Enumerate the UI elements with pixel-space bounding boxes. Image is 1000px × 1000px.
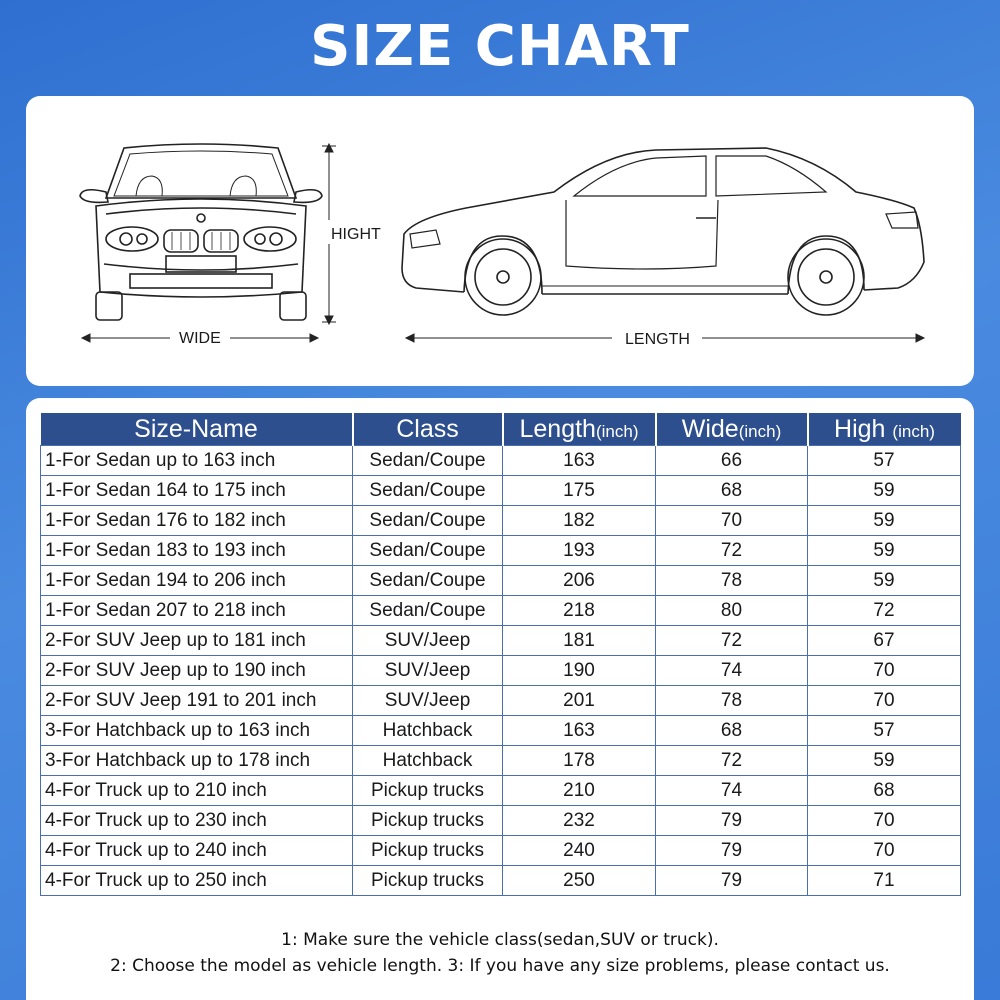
diagram-card	[26, 96, 974, 386]
size-table	[40, 413, 961, 896]
width-label: WIDE	[179, 330, 221, 347]
cell-wide: 78	[656, 686, 808, 716]
cell-wide: 68	[656, 716, 808, 746]
cell-class: Sedan/Coupe	[353, 506, 503, 536]
page-title: SIZE CHART	[310, 14, 690, 79]
cell-size-name: 3-For Hatchback up to 178 inch	[41, 746, 353, 776]
car-side-view-illustration	[402, 148, 924, 315]
cell-high: 59	[808, 506, 961, 536]
note-line-1: 1: Make sure the vehicle class(sedan,SUV or truck).	[281, 930, 719, 950]
cell-high: 70	[808, 656, 961, 686]
header-high-unit: (inch)	[892, 421, 935, 441]
cell-class: Sedan/Coupe	[353, 536, 503, 566]
cell-class: Hatchback	[353, 746, 503, 776]
length-label: LENGTH	[625, 331, 690, 348]
cell-wide: 80	[656, 596, 808, 626]
cell-size-name: 2-For SUV Jeep 191 to 201 inch	[41, 686, 353, 716]
cell-high: 71	[808, 866, 961, 896]
size-table-card	[26, 398, 974, 1000]
cell-size-name: 3-For Hatchback up to 163 inch	[41, 716, 353, 746]
cell-size-name: 4-For Truck up to 240 inch	[41, 836, 353, 866]
table-row	[41, 746, 961, 776]
cell-high: 59	[808, 476, 961, 506]
header-wide-unit: (inch)	[738, 421, 782, 441]
table-row	[41, 446, 961, 476]
cell-size-name: 4-For Truck up to 250 inch	[41, 866, 353, 896]
header-class-text: Class	[396, 414, 459, 443]
cell-wide: 72	[656, 746, 808, 776]
cell-wide: 79	[656, 866, 808, 896]
cell-wide: 74	[656, 776, 808, 806]
cell-class: Sedan/Coupe	[353, 446, 503, 476]
cell-class: Sedan/Coupe	[353, 596, 503, 626]
cell-high: 59	[808, 536, 961, 566]
header-class	[353, 413, 503, 446]
header-size-name-text: Size-Name	[134, 414, 258, 443]
table-body	[41, 446, 961, 896]
cell-class: Sedan/Coupe	[353, 566, 503, 596]
car-front-view-illustration	[80, 144, 322, 320]
cell-length: 232	[503, 806, 656, 836]
cell-high: 59	[808, 566, 961, 596]
car-diagram	[26, 96, 974, 386]
header-wide	[656, 413, 808, 446]
cell-size-name: 2-For SUV Jeep up to 181 inch	[41, 626, 353, 656]
cell-length: 163	[503, 446, 656, 476]
cell-length: 181	[503, 626, 656, 656]
cell-high: 70	[808, 806, 961, 836]
table-row	[41, 836, 961, 866]
table-row	[41, 776, 961, 806]
cell-class: SUV/Jeep	[353, 686, 503, 716]
cell-length: 250	[503, 866, 656, 896]
cell-length: 193	[503, 536, 656, 566]
cell-length: 206	[503, 566, 656, 596]
table-row	[41, 596, 961, 626]
cell-length: 240	[503, 836, 656, 866]
header-high-text: High	[834, 414, 893, 443]
cell-class: SUV/Jeep	[353, 626, 503, 656]
cell-wide: 78	[656, 566, 808, 596]
cell-high: 59	[808, 746, 961, 776]
cell-high: 57	[808, 716, 961, 746]
cell-wide: 68	[656, 476, 808, 506]
cell-wide: 66	[656, 446, 808, 476]
cell-length: 201	[503, 686, 656, 716]
cell-high: 57	[808, 446, 961, 476]
cell-size-name: 1-For Sedan 207 to 218 inch	[41, 596, 353, 626]
note-line-2: 2: Choose the model as vehicle length. 3: If you have any size problems, please contact us.	[110, 956, 890, 976]
table-row	[41, 716, 961, 746]
cell-length: 163	[503, 716, 656, 746]
cell-high: 70	[808, 686, 961, 716]
cell-length: 210	[503, 776, 656, 806]
cell-size-name: 4-For Truck up to 210 inch	[41, 776, 353, 806]
cell-wide: 79	[656, 806, 808, 836]
cell-length: 178	[503, 746, 656, 776]
table-header-row	[41, 413, 961, 446]
header-wide-text: Wide	[681, 414, 739, 443]
header-high	[808, 413, 961, 446]
cell-wide: 72	[656, 626, 808, 656]
cell-wide: 70	[656, 506, 808, 536]
cell-length: 218	[503, 596, 656, 626]
cell-class: Hatchback	[353, 716, 503, 746]
header-length-text: Length	[519, 414, 596, 443]
cell-size-name: 1-For Sedan 183 to 193 inch	[41, 536, 353, 566]
cell-wide: 79	[656, 836, 808, 866]
table-row	[41, 566, 961, 596]
table-row	[41, 686, 961, 716]
cell-wide: 72	[656, 536, 808, 566]
cell-class: Sedan/Coupe	[353, 476, 503, 506]
table-row	[41, 866, 961, 896]
cell-class: Pickup trucks	[353, 866, 503, 896]
header-length-unit: (inch)	[595, 421, 639, 441]
cell-class: SUV/Jeep	[353, 656, 503, 686]
table-row	[41, 806, 961, 836]
header-size-name	[41, 413, 353, 446]
cell-high: 72	[808, 596, 961, 626]
cell-length: 190	[503, 656, 656, 686]
cell-wide: 74	[656, 656, 808, 686]
table-row	[41, 476, 961, 506]
cell-size-name: 1-For Sedan 164 to 175 inch	[41, 476, 353, 506]
cell-class: Pickup trucks	[353, 836, 503, 866]
header-length	[503, 413, 656, 446]
cell-size-name: 1-For Sedan up to 163 inch	[41, 446, 353, 476]
cell-class: Pickup trucks	[353, 776, 503, 806]
table-row	[41, 626, 961, 656]
cell-size-name: 4-For Truck up to 230 inch	[41, 806, 353, 836]
table-row	[41, 656, 961, 686]
cell-size-name: 2-For SUV Jeep up to 190 inch	[41, 656, 353, 686]
cell-size-name: 1-For Sedan 194 to 206 inch	[41, 566, 353, 596]
cell-length: 175	[503, 476, 656, 506]
cell-high: 68	[808, 776, 961, 806]
table-row	[41, 536, 961, 566]
cell-high: 67	[808, 626, 961, 656]
table-row	[41, 506, 961, 536]
height-label: HIGHT	[331, 226, 381, 243]
cell-size-name: 1-For Sedan 176 to 182 inch	[41, 506, 353, 536]
cell-class: Pickup trucks	[353, 806, 503, 836]
cell-length: 182	[503, 506, 656, 536]
cell-high: 70	[808, 836, 961, 866]
